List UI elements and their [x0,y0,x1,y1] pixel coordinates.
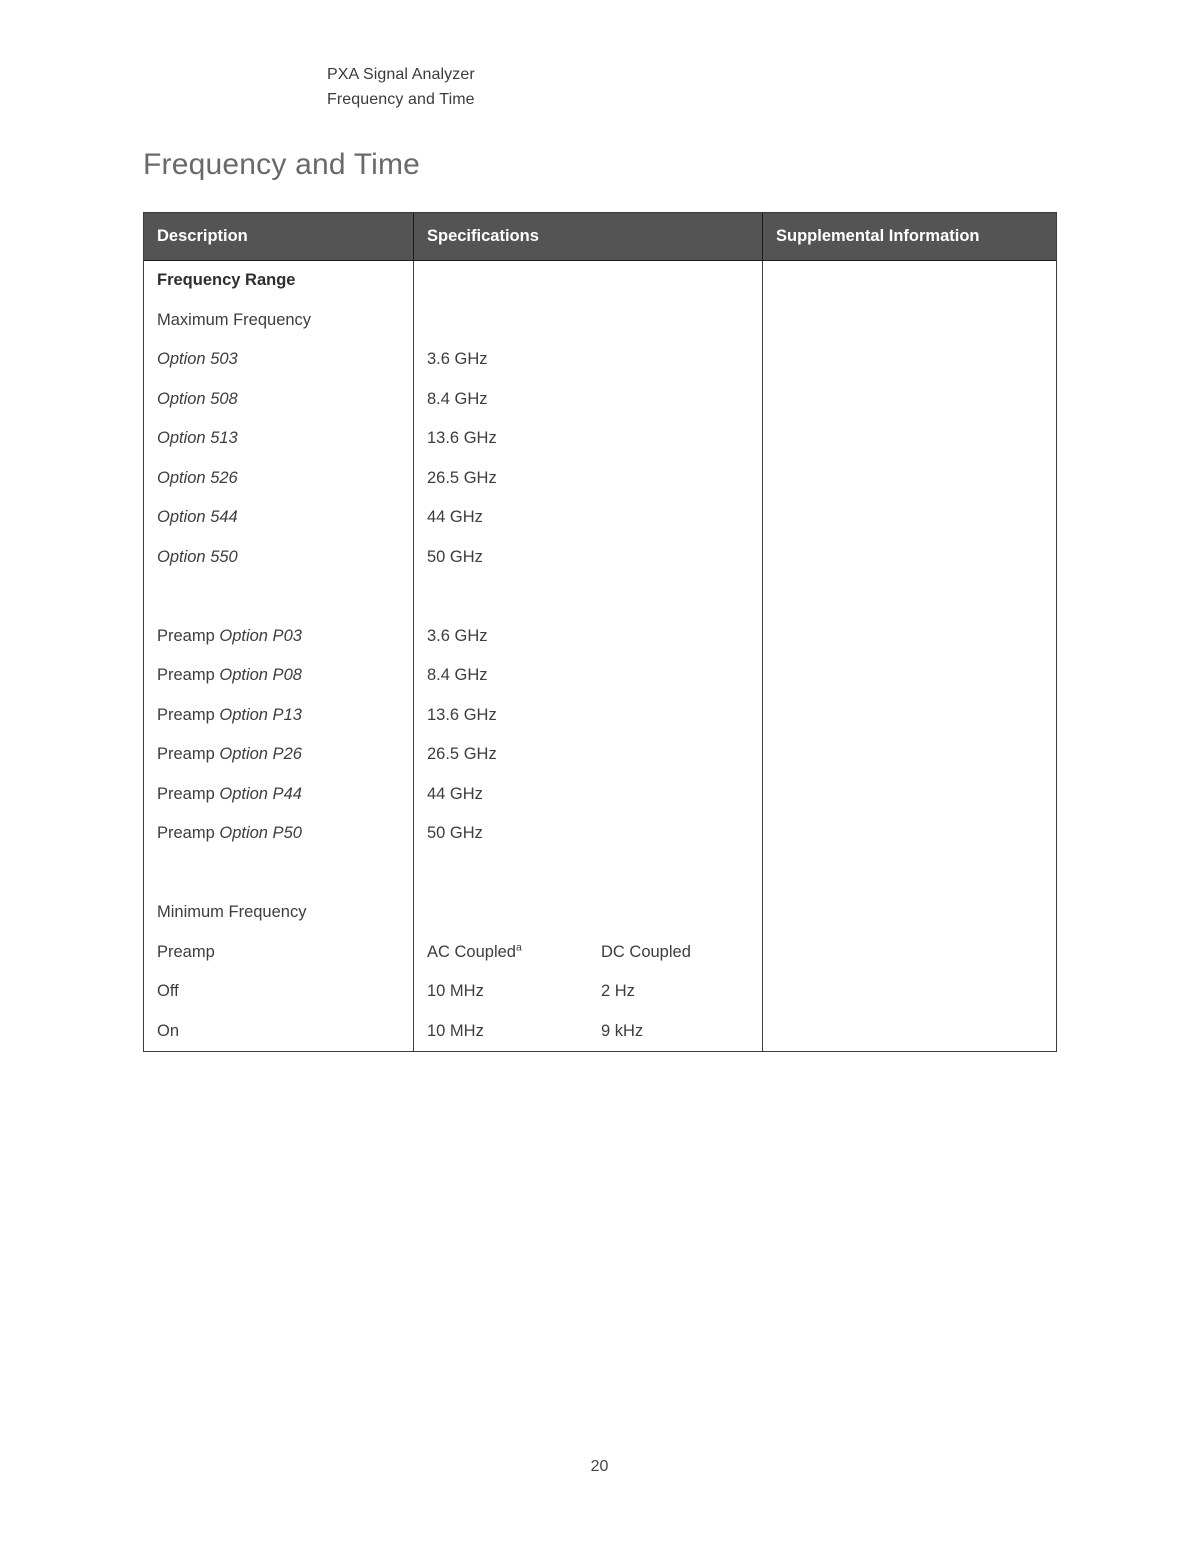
supplemental-cell [763,1012,1056,1052]
specification-cell [414,380,763,420]
supplemental-cell [763,972,1056,1012]
description-option-text: Option 526 [157,468,238,487]
supplemental-cell [763,617,1056,657]
specification-cell [414,656,763,696]
description-option-text: Option P13 [219,705,302,724]
description-cell [144,1012,414,1052]
specification-value: 3.6 GHz [427,626,488,645]
specification-value: 50 GHz [427,547,483,566]
description-text: Preamp [157,745,220,764]
table-row [144,775,1056,815]
supplemental-cell [763,775,1056,815]
description-option-text: Option P08 [219,666,302,685]
table-row-blank [144,854,1056,894]
table-row [144,380,1056,420]
table-row [144,735,1056,775]
description-cell [144,261,414,301]
description-cell [144,577,414,617]
specification-cell [414,854,763,894]
description-text: On [157,1021,180,1040]
column-header-specifications: Specifications [414,213,763,260]
description-cell [144,972,414,1012]
supplemental-cell [763,893,1056,933]
description-option-text: Option 550 [157,547,238,566]
description-cell [144,301,414,341]
specification-cell [414,893,763,933]
description-text: Preamp [157,705,220,724]
description-option-text: Option 544 [157,508,238,527]
table-row [144,617,1056,657]
footnote-marker: a [515,941,522,954]
specification-value: AC Coupled$^a$ [427,941,522,961]
table-row [144,419,1056,459]
supplemental-cell [763,854,1056,894]
table-row [144,538,1056,578]
page-number: 20 [590,1458,609,1475]
supplemental-cell [763,380,1056,420]
specification-cell [414,735,763,775]
description-option-text: Option P26 [219,745,302,764]
description-option-text: Option 513 [157,429,238,448]
specification-value-secondary: 2 Hz [601,982,635,1001]
specification-value: 3.6 GHz [427,350,488,369]
specification-value-secondary: DC Coupled [601,942,691,961]
supplemental-cell [763,933,1056,973]
specification-cell [414,933,763,973]
table-row [144,261,1056,301]
description-cell [144,775,414,815]
specification-cell [414,419,763,459]
specification-cell [414,696,763,736]
specification-value: 50 GHz [427,824,483,843]
description-text: Frequency Range [157,271,296,290]
description-text: Maximum Frequency [157,310,312,329]
description-option-text: Option 503 [157,350,238,369]
description-cell [144,933,414,973]
column-header-description: Description [144,213,414,260]
table-row [144,972,1056,1012]
description-cell [144,814,414,854]
description-text: Minimum Frequency [157,903,307,922]
specification-value: 44 GHz [427,508,483,527]
table-row [144,814,1056,854]
description-option-text: Option P50 [219,824,302,843]
description-text: Preamp [157,666,220,685]
specification-value: 10 MHz [427,1021,484,1040]
description-text: Preamp [157,626,220,645]
description-cell [144,498,414,538]
specification-cell [414,814,763,854]
supplemental-cell [763,301,1056,341]
table-row [144,498,1056,538]
description-cell [144,854,414,894]
description-cell [144,656,414,696]
description-text: Preamp [157,784,220,803]
specification-value: 8.4 GHz [427,666,488,685]
supplemental-cell [763,459,1056,499]
specification-cell [414,340,763,380]
table-row [144,893,1056,933]
supplemental-cell [763,538,1056,578]
description-option-text: Option 508 [157,389,238,408]
description-option-text: Option P03 [219,626,302,645]
description-cell [144,893,414,933]
supplemental-cell [763,696,1056,736]
table-row [144,340,1056,380]
specification-value: 44 GHz [427,784,483,803]
table-row [144,1012,1056,1052]
supplemental-cell [763,735,1056,775]
supplemental-cell [763,498,1056,538]
specification-cell [414,301,763,341]
specification-value: 13.6 GHz [427,705,497,724]
specification-cell [414,972,763,1012]
specification-cell [414,261,763,301]
description-text: Preamp [157,824,220,843]
specification-cell [414,577,763,617]
supplemental-cell [763,261,1056,301]
specification-value: 8.4 GHz [427,389,488,408]
table-body [144,261,1056,1051]
page-footer [0,1458,1199,1476]
table-row [144,933,1056,973]
running-header-product: PXA Signal Analyzer [327,66,475,83]
running-header [327,62,475,112]
table-row [144,459,1056,499]
supplemental-cell [763,656,1056,696]
description-cell [144,459,414,499]
specification-cell [414,617,763,657]
specification-cell [414,1012,763,1052]
column-header-supplemental-information: Supplemental Information [776,227,980,245]
specification-value: 26.5 GHz [427,468,497,487]
table-row [144,656,1056,696]
description-option-text: Option P44 [219,784,302,803]
specification-value: 13.6 GHz [427,429,497,448]
specification-cell [414,498,763,538]
description-cell [144,617,414,657]
table-row [144,696,1056,736]
specification-value: 26.5 GHz [427,745,497,764]
specification-cell [414,775,763,815]
supplemental-cell [763,340,1056,380]
description-cell [144,696,414,736]
specification-cell [414,459,763,499]
page-title: Frequency and Time [143,148,421,181]
specification-cell [414,538,763,578]
table-row-blank [144,577,1056,617]
spec-table [143,212,1057,1052]
description-text: Preamp [157,942,215,961]
description-text: Off [157,982,179,1001]
description-cell [144,538,414,578]
description-cell [144,735,414,775]
specification-value: 10 MHz [427,982,484,1001]
description-cell [144,419,414,459]
specification-value-secondary: 9 kHz [601,1021,644,1040]
table-row [144,301,1056,341]
supplemental-cell [763,419,1056,459]
description-cell [144,380,414,420]
supplemental-cell [763,577,1056,617]
table-header-row [144,213,1056,261]
running-header-section: Frequency and Time [327,91,475,108]
description-cell [144,340,414,380]
supplemental-cell [763,814,1056,854]
